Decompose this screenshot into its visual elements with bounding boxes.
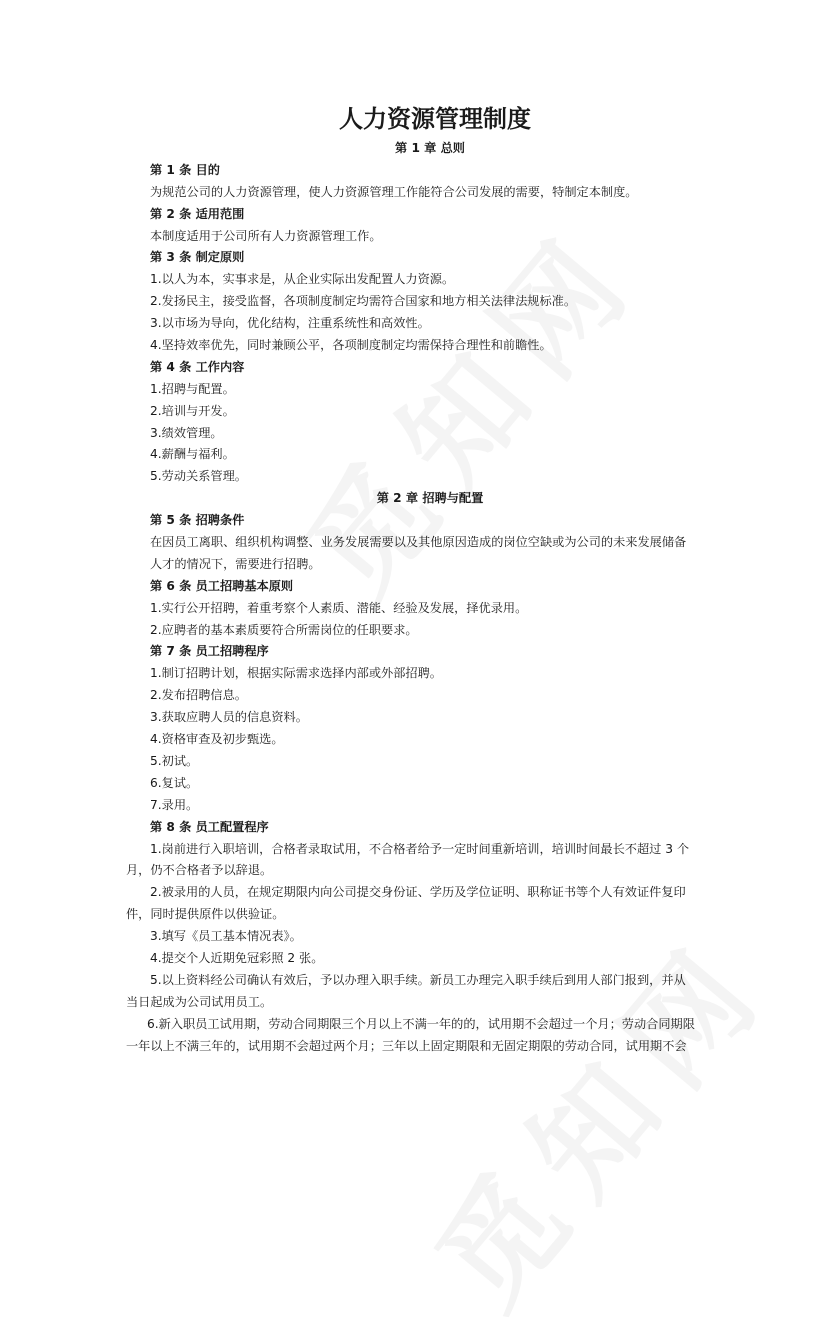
body-line: 人才的情况下，需要进行招聘。	[150, 556, 321, 571]
body-line: 件，同时提供原件以供验证。	[126, 907, 285, 922]
body-line: 1.招聘与配置。	[150, 381, 235, 396]
body-line: 5.初试。	[150, 753, 199, 768]
body-line: 7.录用。	[150, 797, 199, 812]
body-line: 6.新入职员工试用期，劳动合同期限三个月以上不满一年的的，试用期不会超过一个月；劳动合同期限	[147, 1016, 695, 1031]
body-line: 4.提交个人近期免冠彩照 2 张。	[150, 950, 324, 965]
article-heading: 第 2 条 适用范围	[150, 206, 245, 221]
body-line: 一年以上不满三年的，试用期不会超过两个月；三年以上固定期限和无固定期限的劳动合同，试用期不会	[126, 1038, 687, 1053]
body-line: 4.资格审查及初步甄选。	[150, 732, 284, 747]
body-line: 2.培训与开发。	[150, 403, 235, 418]
body-line: 1.以人为本，实事求是，从企业实际出发配置人力资源。	[150, 272, 455, 287]
article-heading: 第 5 条 招聘条件	[150, 513, 245, 528]
body-line: 2.发布招聘信息。	[150, 688, 247, 703]
body-line: 4.薪酬与福利。	[150, 447, 235, 462]
body-line: 3.填写《员工基本情况表》。	[150, 929, 302, 944]
body-line: 6.复试。	[150, 775, 199, 790]
chapter-heading: 第 2 章 招聘与配置	[376, 491, 484, 506]
document-lines	[126, 138, 710, 1057]
article-heading: 第 1 条 目的	[150, 162, 220, 177]
article-heading: 第 3 条 制定原则	[150, 250, 245, 265]
body-line: 3.以市场为导向，优化结构，注重系统性和高效性。	[150, 316, 430, 331]
body-line: 1.实行公开招聘，着重考察个人素质、潜能、经验及发展，择优录用。	[150, 600, 528, 615]
body-line: 1.制订招聘计划，根据实际需求选择内部或外部招聘。	[150, 666, 442, 681]
body-line: 当日起成为公司试用员工。	[126, 994, 273, 1009]
body-line: 本制度适用于公司所有人力资源管理工作。	[150, 228, 382, 243]
body-line: 3.获取应聘人员的信息资料。	[150, 710, 308, 725]
body-line: 2.应聘者的基本素质要符合所需岗位的任职要求。	[150, 622, 418, 637]
document-body	[126, 100, 710, 1057]
document-title: 人力资源管理制度	[339, 105, 531, 133]
chapter-heading: 第 1 章 总则	[395, 141, 465, 155]
body-line: 1.岗前进行入职培训，合格者录取试用，不合格者给予一定时间重新培训，培训时间最长不超过 3 个	[150, 841, 690, 856]
body-line: 在因员工离职、组织机构调整、业务发展需要以及其他原因造成的岗位空缺或为公司的未来发展储备	[150, 535, 687, 550]
body-line: 2.发扬民主，接受监督，各项制度制定均需符合国家和地方相关法律法规标准。	[150, 294, 577, 309]
article-heading: 第 4 条 工作内容	[150, 359, 245, 374]
article-heading: 第 6 条 员工招聘基本原则	[150, 578, 294, 593]
article-heading: 第 7 条 员工招聘程序	[150, 644, 269, 659]
body-line: 3.绩效管理。	[150, 425, 223, 440]
body-line: 4.坚持效率优先，同时兼顾公平，各项制度制定均需保持合理性和前瞻性。	[150, 338, 552, 353]
article-heading: 第 8 条 员工配置程序	[150, 819, 269, 834]
body-line: 为规范公司的人力资源管理，使人力资源管理工作能符合公司发展的需要，特制定本制度。	[150, 184, 638, 199]
body-line: 5.以上资料经公司确认有效后，予以办理入职手续。新员工办理完入职手续后到用人部门报到，并从	[150, 972, 686, 987]
body-line: 月，仍不合格者予以辞退。	[126, 863, 273, 878]
body-line: 2.被录用的人员，在规定期限内向公司提交身份证、学历及学位证明、职称证书等个人有效证件复印	[150, 885, 686, 900]
body-line: 5.劳动关系管理。	[150, 469, 247, 484]
